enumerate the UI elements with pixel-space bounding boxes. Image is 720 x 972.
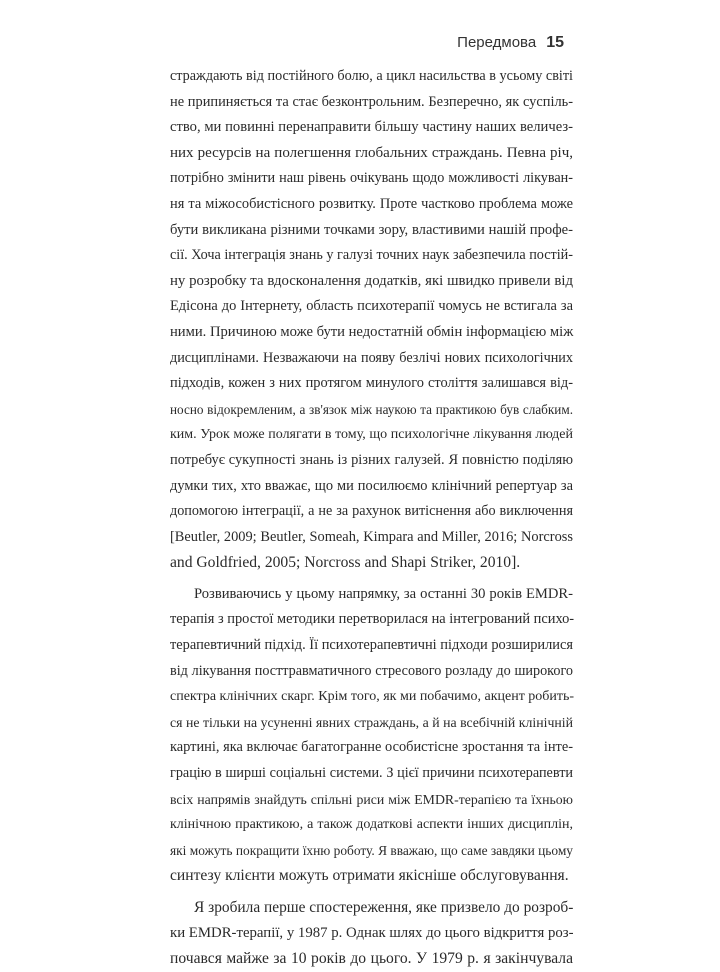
text-line: спектра клінічних скарг. Крім того, як ми побачимо, акцент робить- bbox=[170, 689, 575, 705]
body-text bbox=[170, 64, 573, 972]
text-line: терапевтичний підхід. Її психотерапевтичні підходи розширилися bbox=[170, 637, 573, 654]
text-line: картині, яка включає багатогранне особистісне зростання та інте- bbox=[170, 739, 573, 756]
text-line: синтезу клієнти можуть отримати якісніше обслуговування. bbox=[170, 867, 569, 885]
text-line: ну розробку та вдосконалення додатків, які швидко привели від bbox=[170, 272, 573, 289]
running-header bbox=[457, 34, 564, 52]
text-line: них ресурсів на полегшення глобальних страждань. Певна річ, bbox=[170, 144, 573, 161]
text-line: підходів, кожен з них протягом минулого століття залишався від- bbox=[170, 375, 573, 392]
text-line: які можуть покращити їхню роботу. Я вважаю, що саме завдяки цьому bbox=[170, 842, 573, 858]
paragraph bbox=[170, 64, 573, 576]
text-line: ство, ми повинні перенаправити більшу частину наших величез- bbox=[170, 119, 573, 136]
text-line: грацію в ширші соціальні системи. З цієї причини психотерапевти bbox=[170, 765, 573, 782]
page-number: 15 bbox=[546, 34, 564, 51]
text-line: клінічною практикою, а також додаткові аспекти інших дисциплін, bbox=[170, 817, 573, 833]
text-line: Розвиваючись у цьому напрямку, за останні 30 років EMDR- bbox=[194, 585, 573, 602]
text-line: допомогою інтеграції, а не за рахунок витіснення або виключення bbox=[170, 503, 573, 520]
text-line: думки тих, хто вважає, що ми посилюємо клінічний репертуар за bbox=[170, 477, 573, 494]
text-line: дисциплінами. Незважаючи на появу безлічі нових психологічних bbox=[170, 349, 573, 366]
text-line: ними. Причиною може бути недостатній обмін інформацією між bbox=[170, 323, 574, 340]
text-line: Едісона до Інтернету, область психотерапії чомусь не встигала за bbox=[170, 298, 573, 315]
paragraph bbox=[170, 895, 573, 972]
text-line: почався майже за 10 років до цього. У 1979 р. я закінчувала bbox=[170, 950, 573, 968]
section-title: Передмова bbox=[457, 34, 537, 51]
text-line: ся не тільки на усуненні явних страждань, а й на всебічній клінічній bbox=[170, 714, 573, 730]
text-line: ня та міжособистісного розвитку. Проте частково проблема може bbox=[170, 195, 573, 212]
text-line: ким. Урок може полягати в тому, що психологічне лікування людей bbox=[170, 427, 573, 443]
text-line: не припиняється та стає безконтрольним. Безперечно, як суспіль- bbox=[170, 93, 573, 110]
text-line: бути викликана різними точками зору, властивими нашій профе- bbox=[170, 221, 573, 238]
text-line: потребує сукупності знань із різних галузей. Я повністю поділяю bbox=[170, 451, 573, 468]
text-line: всіх напрямів знайдуть спільні риси між EMDR-терапією та їхньою bbox=[170, 791, 573, 807]
text-line: [Beutler, 2009; Beutler, Someah, Kimpara and Miller, 2016; Norcross bbox=[170, 528, 573, 545]
text-line: від лікування посттравматичного стресового розладу до широкого bbox=[170, 662, 573, 679]
text-line: Я зробила перше спостереження, яке призвело до розроб- bbox=[194, 899, 574, 916]
text-line: носно відокремленим, а зв'язок між наукою та практикою був слабким. bbox=[170, 401, 573, 417]
paragraph bbox=[170, 582, 573, 889]
text-line: сії. Хоча інтеграція знань у галузі точних наук забезпечила постій- bbox=[170, 247, 573, 264]
text-line: and Goldfried, 2005; Norcross and Shapi Striker, 2010]. bbox=[170, 554, 521, 572]
text-line: потрібно змінити наш рівень очікувань щодо можливості лікуван- bbox=[170, 170, 573, 187]
text-line: страждають від постійного болю, а цикл насильства в усьому світі bbox=[170, 68, 573, 84]
text-line: ки EMDR-терапії, у 1987 р. Однак шлях до цього відкриття роз- bbox=[170, 924, 574, 941]
text-line: терапія з простої методики перетворилася на інтегрований психо- bbox=[170, 611, 575, 628]
